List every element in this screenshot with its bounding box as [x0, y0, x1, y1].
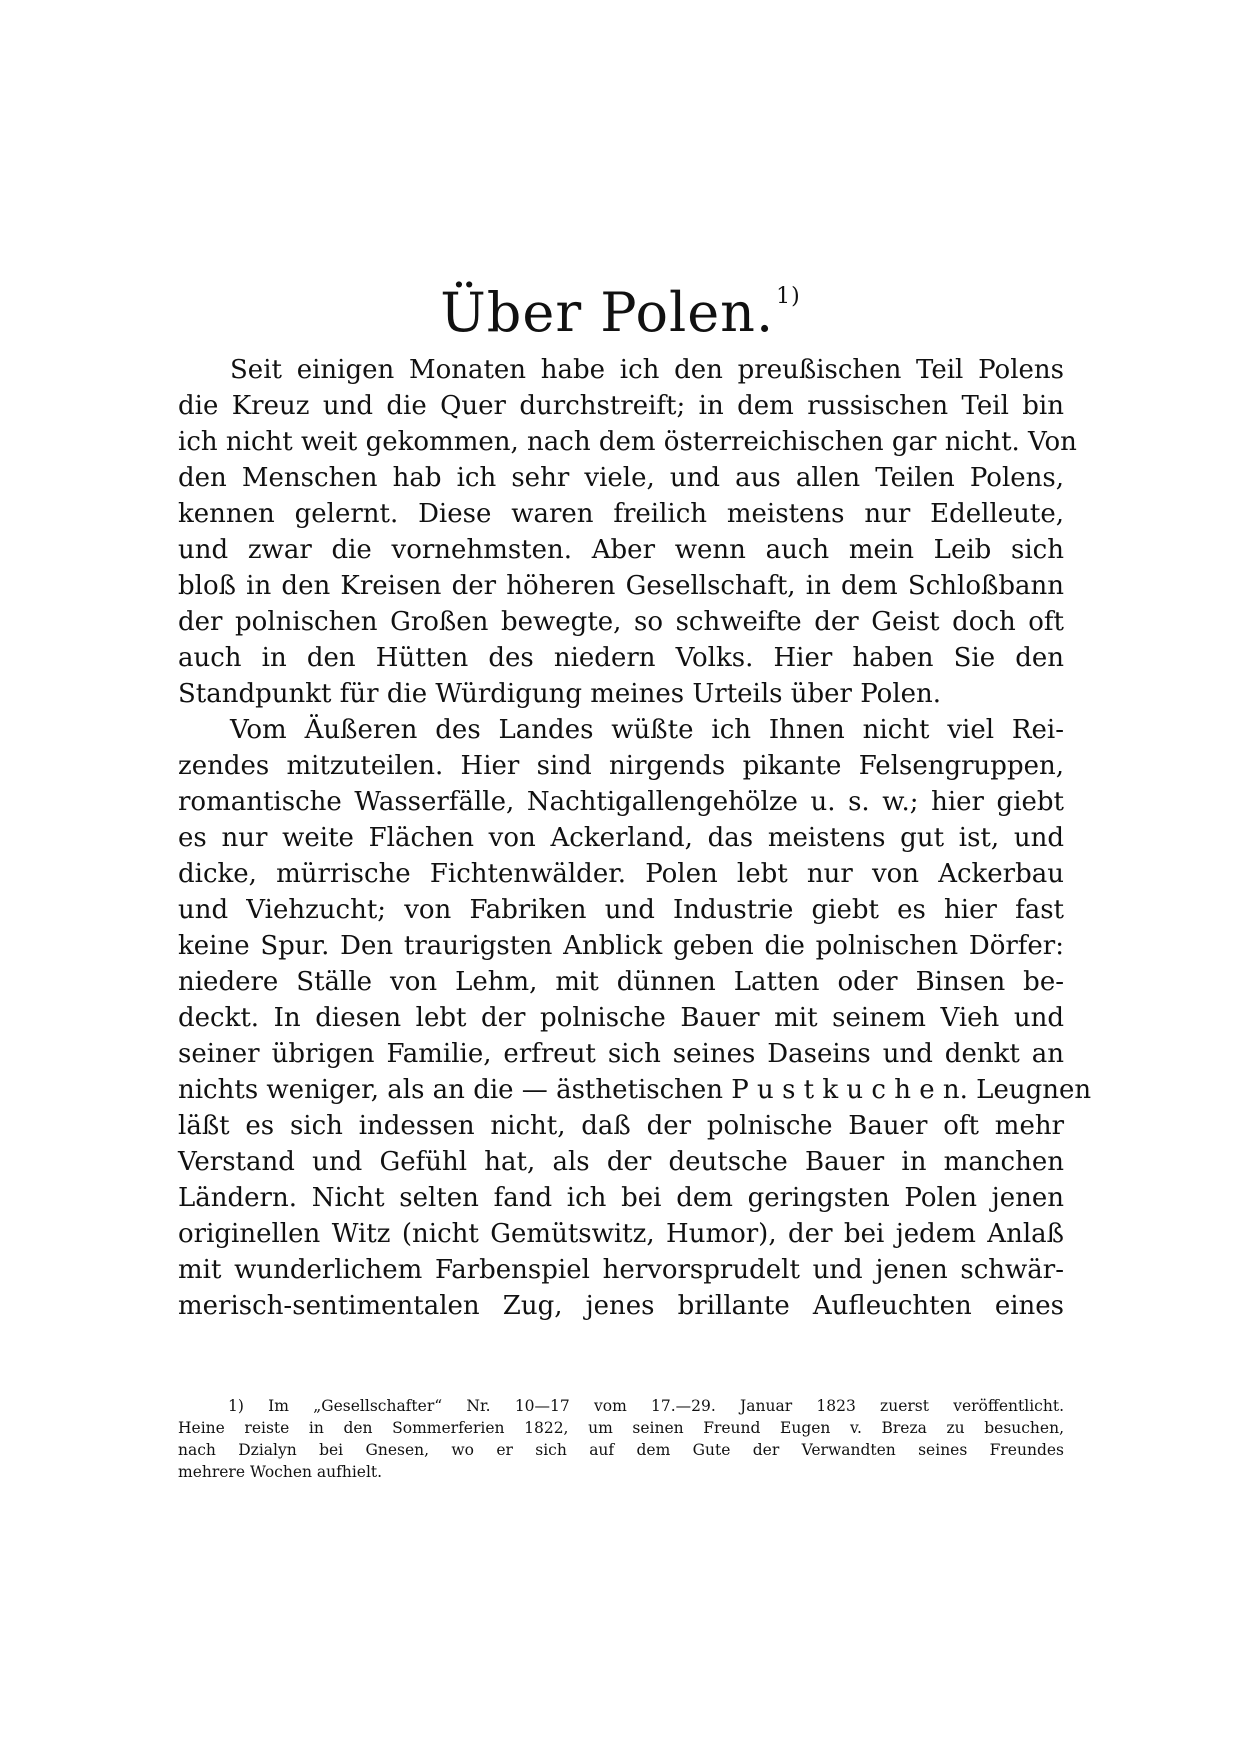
page-title — [0, 262, 1241, 348]
body-line: kennen gelernt. Diese waren freilich meistens nur Edelleute, — [178, 499, 1064, 529]
title-text: Über Polen. — [440, 281, 775, 344]
body-text — [178, 352, 1092, 1324]
body-line: Verstand und Gefühl hat, als der deutsche Bauer in manchen — [178, 1147, 1064, 1177]
body-line: nichts weniger, als an die — ästhetischen P u s t k u c h e n. Leugnen — [178, 1075, 1092, 1105]
body-line: den Menschen hab ich sehr viele, und aus allen Teilen Polens, — [178, 463, 1064, 493]
footnote-line: nach Dzialyn bei Gnesen, wo er sich auf dem Gute der Verwandten seines Freundes — [178, 1441, 1064, 1459]
body-line: Standpunkt für die Würdigung meines Urteils über Polen. — [178, 679, 942, 709]
body-line: ich nicht weit gekommen, nach dem österreichischen gar nicht. Von — [178, 427, 1077, 457]
body-line: merisch-sentimentalen Zug, jenes brillante Aufleuchten eines — [178, 1291, 1064, 1321]
body-line: romantische Wasserfälle, Nachtigallengehölze u. s. w.; hier giebt — [178, 787, 1064, 817]
body-line: der polnischen Großen bewegte, so schweifte der Geist doch oft — [178, 607, 1064, 637]
body-line: die Kreuz und die Quer durchstreift; in dem russischen Teil bin — [178, 391, 1064, 421]
body-line: niedere Ställe von Lehm, mit dünnen Latten oder Binsen be- — [178, 967, 1064, 997]
body-line: keine Spur. Den traurigsten Anblick geben die polnischen Dörfer: — [178, 931, 1064, 961]
body-line: dicke, mürrische Fichtenwälder. Polen lebt nur von Ackerbau — [178, 859, 1064, 889]
body-line: es nur weite Flächen von Ackerland, das meistens gut ist, und — [178, 823, 1064, 853]
body-line: Vom Äußeren des Landes wüßte ich Ihnen nicht viel Rei- — [230, 715, 1064, 745]
body-line: seiner übrigen Familie, erfreut sich seines Daseins und denkt an — [178, 1039, 1064, 1069]
title-footnote-marker: 1) — [776, 284, 801, 309]
body-line: läßt es sich indessen nicht, daß der polnische Bauer oft mehr — [178, 1111, 1064, 1141]
body-line: originellen Witz (nicht Gemütswitz, Humor), der bei jedem Anlaß — [178, 1219, 1064, 1249]
footnote-line: Heine reiste in den Sommerferien 1822, um seinen Freund Eugen v. Breza zu besuchen, — [178, 1419, 1064, 1437]
body-line: mit wunderlichem Farbenspiel hervorsprudelt und jenen schwär- — [178, 1255, 1064, 1285]
footnote-line: 1) Im „Gesellschafter“ Nr. 10—17 vom 17.—29. Januar 1823 zuerst veröffentlicht. — [228, 1397, 1064, 1415]
body-line: Ländern. Nicht selten fand ich bei dem geringsten Polen jenen — [178, 1183, 1064, 1213]
body-line: Seit einigen Monaten habe ich den preußischen Teil Polens — [230, 355, 1064, 385]
footnote-line: mehrere Wochen aufhielt. — [178, 1463, 383, 1481]
body-line: und Viehzucht; von Fabriken und Industrie giebt es hier fast — [178, 895, 1064, 925]
body-line: zendes mitzuteilen. Hier sind nirgends pikante Felsengruppen, — [178, 751, 1064, 781]
body-line: auch in den Hütten des niedern Volks. Hier haben Sie den — [178, 643, 1064, 673]
footnote — [178, 1395, 1064, 1483]
body-line: bloß in den Kreisen der höheren Gesellschaft, in dem Schloßbann — [178, 571, 1064, 601]
body-line: und zwar die vornehmsten. Aber wenn auch mein Leib sich — [178, 535, 1064, 565]
body-line: deckt. In diesen lebt der polnische Bauer mit seinem Vieh und — [178, 1003, 1064, 1033]
